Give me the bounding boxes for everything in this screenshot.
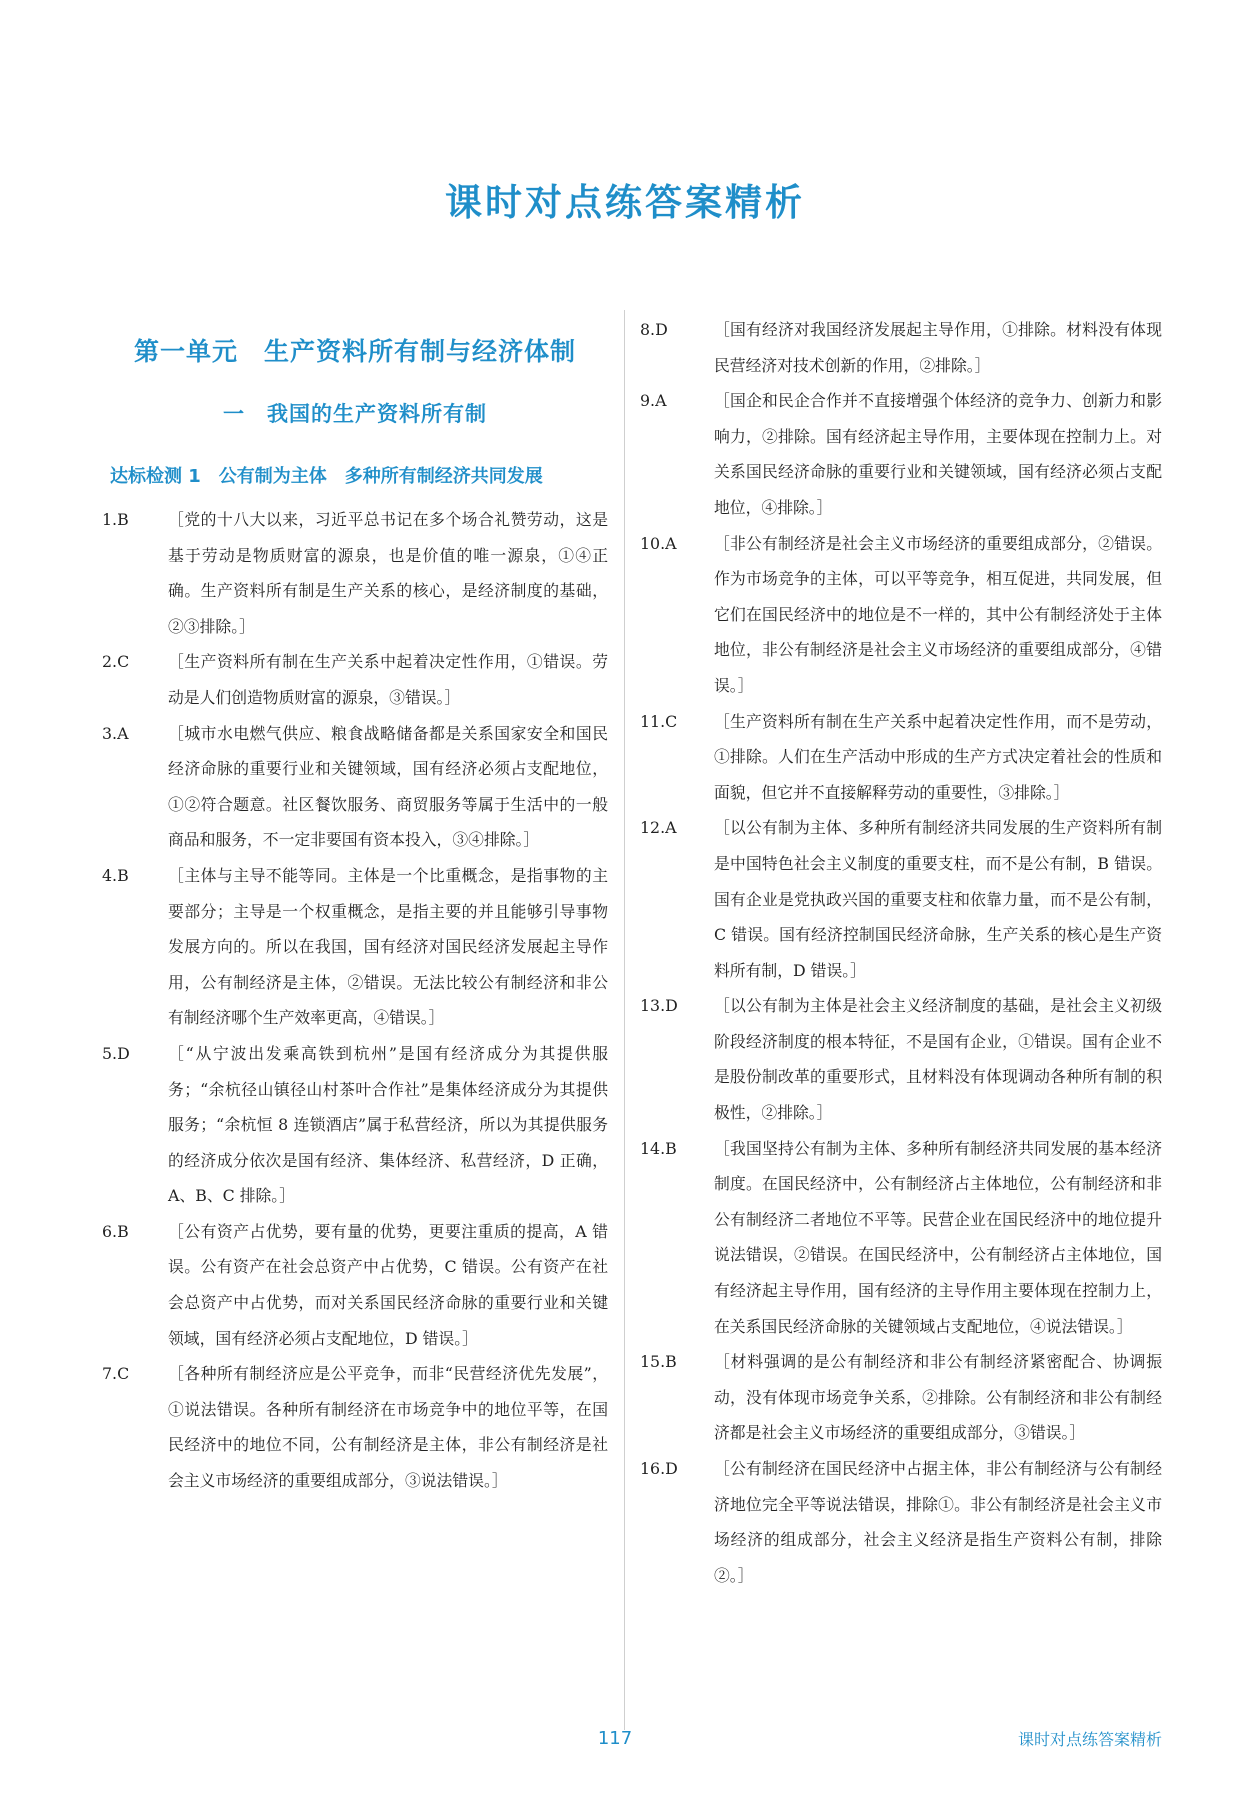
answer-text: ［以公有制为主体、多种所有制经济共同发展的生产资料所有制是中国特色社会主义制度的重要支柱，而不是公有制，B 错误。国有企业是党执政兴国的重要支柱和依靠力量，而不是公有制，C 错误。国有经济控制国民经济命脉，生产关系的核心是生产资料所有制，D 错误。］: [714, 818, 1162, 980]
answer-text: ［国企和民企合作并不直接增强个体经济的竞争力、创新力和影响力，②排除。国有经济起主导作用，主要体现在控制力上。对关系国民经济命脉的重要行业和关键领域，国有经济必须占支配地位，④排除。］: [714, 391, 1162, 517]
answer-text: ［我国坚持公有制为主体、多种所有制经济共同发展的基本经济制度。在国民经济中，公有制经济占主体地位，公有制经济和非公有制经济二者地位不平等。民营企业在国民经济中的地位提升说法错误，②错误。在国民经济中，公有制经济占主体地位，国有经济起主导作用，国有经济的主导作用主要体现在控制力上，在关系国民经济命脉的关键领域占支配地位，④说法错误。］: [714, 1138, 1162, 1336]
answer-text: ［生产资料所有制在生产关系中起着决定性作用，①错误。劳动是人们创造物质财富的源泉，③错误。］: [168, 652, 608, 707]
answer-number: 12.A: [640, 818, 677, 838]
left-column: [102, 312, 608, 1499]
answer-number: 8.D: [640, 320, 668, 339]
answer-item: [640, 810, 1162, 988]
answer-number: 9.A: [640, 391, 667, 411]
right-column: [640, 312, 1162, 1593]
column-divider: [624, 310, 625, 1730]
answer-item: [102, 1356, 608, 1498]
answer-number: 4.B: [102, 865, 129, 885]
answer-text: ［“从宁波出发乘高铁到杭州”是国有经济成分为其提供服务；“余杭径山镇径山村茶叶合作社”是集体经济成分为其提供服务；“余杭恒 8 连锁酒店”属于私营经济，所以为其提供服务的经济成分依次是国有经济、集体经济、私营经济，D 正确，A、B、C 排除。］: [168, 1043, 608, 1206]
answer-text: ［材料强调的是公有制经济和非公有制经济紧密配合、协调振动，没有体现市场竞争关系，②排除。公有制经济和非公有制经济都是社会主义市场经济的重要组成部分，③错误。］: [714, 1352, 1162, 1443]
answer-text: ［城市水电燃气供应、粮食战略储备都是关系国家安全和国民经济命脉的重要行业和关键领域，国有经济必须占支配地位，①②符合题意。社区餐饮服务、商贸服务等属于生活中的一般商品和服务，不一定非要国有资本投入，③④排除。］: [168, 723, 608, 850]
answer-item: [640, 704, 1162, 811]
answer-item: [640, 988, 1162, 1130]
check-title: 达标检测 1 公有制为主体 多种所有制经济共同发展: [110, 466, 543, 487]
answer-number: 1.B: [102, 510, 129, 529]
answer-item: [102, 1036, 608, 1214]
answer-text: ［以公有制为主体是社会主义经济制度的基础，是社会主义初级阶段经济制度的根本特征，不是国有企业，①错误。国有企业不是股份制改革的重要形式，且材料没有体现调动各种所有制的积极性，②排除。］: [714, 996, 1162, 1123]
answer-number: 14.B: [640, 1138, 677, 1158]
answer-number: 6.B: [102, 1221, 129, 1241]
page-title: 课时对点练答案精析: [445, 181, 805, 224]
answer-item: [102, 502, 608, 644]
answer-text: ［各种所有制经济应是公平竞争，而非“民营经济优先发展”，①说法错误。各种所有制经济在市场竞争中的地位平等，在国民经济中的地位不同，公有制经济是主体，非公有制经济是社会主义市场经济的重要组成部分，③说法错误。］: [168, 1364, 608, 1491]
answer-list-left: [102, 502, 608, 1499]
running-footer: 课时对点练答案精析: [1017, 1730, 1162, 1749]
answer-text: ［公有资产占优势，要有量的优势，更要注重质的提高，A 错误。公有资产在社会总资产中占优势，C 错误。公有资产在社会总资产中占优势，而对关系国民经济命脉的重要行业和关键领域，国有经济必须占支配地位，D 错误。］: [168, 1221, 608, 1348]
answer-text: ［国有经济对我国经济发展起主导作用，①排除。材料没有体现民营经济对技术创新的作用，②排除。］: [714, 320, 1162, 375]
answer-item: [640, 383, 1162, 525]
answer-number: 15.B: [640, 1352, 677, 1372]
answer-item: [102, 1214, 608, 1356]
answer-text: ［主体与主导不能等同。主体是一个比重概念，是指事物的主要部分；主导是一个权重概念，是指主要的并且能够引导事物发展方向的。所以在我国，国有经济对国民经济发展起主导作用，公有制经济是主体，②错误。无法比较公有制经济和非公有制经济哪个生产效率更高，④错误。］: [168, 865, 608, 1028]
answer-text: ［公有制经济在国民经济中占据主体，非公有制经济与公有制经济地位完全平等说法错误，排除①。非公有制经济是社会主义市场经济的组成部分，社会主义经济是指生产资料公有制，排除②。］: [714, 1459, 1162, 1585]
page-number: 117: [597, 1728, 633, 1749]
section-title: 一 我国的生产资料所有制: [223, 402, 487, 426]
answer-number: 16.D: [640, 1459, 678, 1478]
answer-item: [102, 644, 608, 715]
answer-item: [640, 312, 1162, 383]
answer-number: 13.D: [640, 996, 678, 1016]
answer-item: [102, 858, 608, 1036]
answer-number: 11.C: [640, 711, 678, 731]
unit-title: 第一单元 生产资料所有制与经济体制: [133, 337, 576, 366]
answer-number: 3.A: [102, 723, 129, 743]
answer-number: 5.D: [102, 1043, 130, 1063]
answer-number: 2.C: [102, 652, 130, 672]
answer-text: ［生产资料所有制在生产关系中起着决定性作用，而不是劳动，①排除。人们在生产活动中形成的生产方式决定着社会的性质和面貌，但它并不直接解释劳动的重要性，③排除。］: [714, 711, 1162, 802]
answer-number: 7.C: [102, 1364, 130, 1384]
answer-item: [640, 1451, 1162, 1593]
answer-item: [640, 1344, 1162, 1451]
answer-text: ［非公有制经济是社会主义市场经济的重要组成部分，②错误。作为市场竞争的主体，可以平等竞争，相互促进，共同发展，但它们在国民经济中的地位是不一样的，其中公有制经济处于主体地位，非公有制经济是社会主义市场经济的重要组成部分，④错误。］: [714, 533, 1162, 695]
answer-item: [102, 716, 608, 858]
answer-item: [640, 1131, 1162, 1345]
answer-text: ［党的十八大以来，习近平总书记在多个场合礼赞劳动，这是基于劳动是物质财富的源泉，也是价值的唯一源泉，①④正确。生产资料所有制是生产关系的核心，是经济制度的基础，②③排除。］: [168, 510, 608, 636]
answer-number: 10.A: [640, 533, 677, 553]
answer-item: [640, 526, 1162, 704]
